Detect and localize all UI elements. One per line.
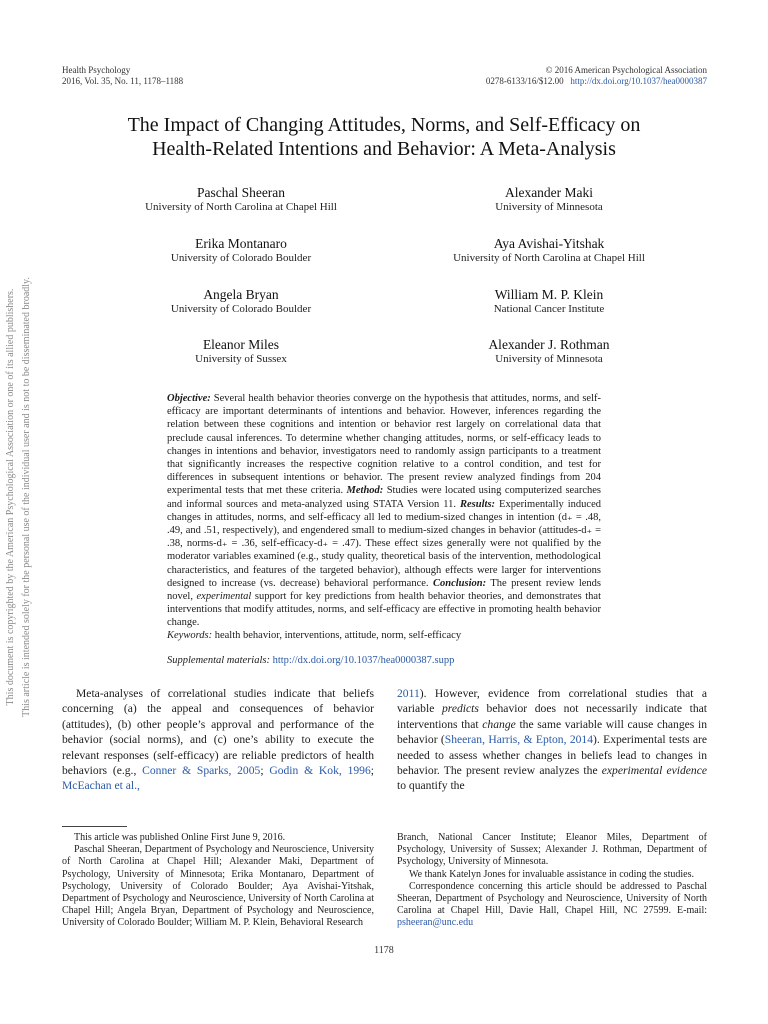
author-affiliation: National Cancer Institute xyxy=(493,303,605,315)
volume-info: 2016, Vol. 35, No. 11, 1178–1188 xyxy=(62,76,184,86)
abstract-results-label: Results: xyxy=(460,498,496,510)
doi-link[interactable]: http://dx.doi.org/10.1037/hea0000387 xyxy=(570,76,707,86)
page-number: 1178 xyxy=(374,945,394,956)
abstract-conclusion-emphasis: experimental xyxy=(196,591,252,603)
author-block xyxy=(91,337,391,366)
keywords xyxy=(167,629,601,642)
author-affiliation: University of Sussex xyxy=(195,353,287,365)
author-affiliations-note-cont: Branch, National Cancer Institute; Eleanor Miles, Department of Psychology, University of Sussex; Alexander J. Rothman, Department of Psychology, University of Minnesota. xyxy=(397,832,707,868)
author-name: Alexander J. Rothman xyxy=(488,337,610,352)
author-block xyxy=(91,287,391,316)
body-emphasis: change xyxy=(482,717,516,731)
citation-link[interactable]: McEachan et al., xyxy=(62,779,140,793)
author-name: Erika Montanaro xyxy=(195,236,287,251)
body-text: ). Experimental tests are needed to assess whether changes in beliefs lead to changes in behavior. The present review analyzes the xyxy=(397,733,707,778)
body-text: behavior does not necessarily indicate that interventions that xyxy=(397,702,707,731)
keywords-label: Keywords: xyxy=(167,630,213,641)
citation-link[interactable]: Sheeran, Harris, & Epton, 2014 xyxy=(444,733,594,747)
footnote-divider xyxy=(62,826,127,827)
email-link[interactable]: psheeran@unc.edu xyxy=(397,917,474,929)
author-name: Angela Bryan xyxy=(203,287,279,302)
running-header-left xyxy=(62,65,183,87)
keywords-text: health behavior, interventions, attitude, norm, self-efficacy xyxy=(212,630,462,641)
author-affiliation: University of Colorado Boulder xyxy=(170,303,312,315)
title-line-2: Health-Related Intentions and Behavior: A Meta-Analysis xyxy=(152,138,616,160)
abstract-results-text: Experimentally induced changes in attitudes, norms, and self-efficacy all led to medium-sized changes in intention (d₊ = .48, .49, and .51, respectively), and engendered small to medium-sized changes in behavior (attitudes-d₊ = .38, norms-d₊ = .36, self-efficacy-d₊ = .47). These effect sizes generally were not qualified by the moderator variables examined (e.g., study quality, theoretical basis of the intervention, methodological characteristics, and features of the targeted behavior), although effects were larger for interventions designed to increase (vs. decrease) behavioral performance. xyxy=(167,498,602,589)
acknowledgment-note: We thank Katelyn Jones for invaluable assistance in coding the studies. xyxy=(409,868,694,880)
citation-link[interactable]: Conner & Sparks, 2005 xyxy=(142,764,261,778)
author-name: Aya Avishai-Yitshak xyxy=(493,236,605,251)
copyright-line: © 2016 American Psychological Association xyxy=(545,65,707,75)
author-block xyxy=(91,236,391,265)
footnotes-left xyxy=(62,832,374,930)
supplemental-link[interactable]: http://dx.doi.org/10.1037/hea0000387.supp xyxy=(272,655,455,666)
side-notice-line-2: This article is intended solely for the personal use of the individual user and is not to be disseminated broadly. xyxy=(21,277,32,717)
running-header-right xyxy=(486,65,707,87)
author-name: Alexander Maki xyxy=(504,185,594,200)
author-block xyxy=(399,185,699,214)
body-column-right xyxy=(397,686,707,794)
citation-link[interactable]: Godin & Kok, 1996 xyxy=(269,764,371,778)
author-block xyxy=(399,337,699,366)
author-block xyxy=(399,236,699,265)
author-name: Eleanor Miles xyxy=(202,337,280,352)
body-emphasis: predicts xyxy=(441,702,479,716)
author-block xyxy=(399,287,699,316)
correspondence-text: Correspondence concerning this article should be addressed to Paschal Sheeran, Department of Psychology and Neuroscience, University of North Carolina at Chapel Hill, Davie Hall, Chapel Hill, NC 27599. E-mail: xyxy=(397,880,707,917)
body-column-left: Meta-analyses of correlational studies indicate that beliefs concerning (a) the appeal and consequences of behavior (attitudes), (b) other people’s approval and performance of the behavior (social norms), and (c) one’s ability to execute the relevant responses (self-efficacy) are reliable predictors of health behaviors (e.g., Conner & Sparks, 2005; Godin & Kok, 1996; McEachan et al., xyxy=(62,687,374,793)
author-name: Paschal Sheeran xyxy=(196,185,286,200)
body-paragraph: Meta-analyses of correlational studies indicate that beliefs concerning (a) the appeal and consequences of behavior (attitudes), (b) other people’s approval and performance of the behavior (social norms), and (c) one’s ability to execute the relevant responses (self-efficacy) are reliable predictors of health behaviors (e.g., xyxy=(62,687,374,778)
body-emphasis: experimental evidence xyxy=(601,764,708,778)
author-name: William M. P. Klein xyxy=(494,287,604,302)
footnotes-right xyxy=(397,832,707,930)
correspondence-note xyxy=(397,881,707,930)
abstract-conclusion-text-end: support for key predictions from health behavior theories, and demonstrates that interventions that modify attitudes, norms, and self-efficacy are effective in promoting health behavior change. xyxy=(167,591,602,629)
body-text: the same variable will cause changes in behavior ( xyxy=(397,717,707,747)
author-affiliation: University of North Carolina at Chapel Hill xyxy=(453,252,645,264)
abstract-objective-label: Objective: xyxy=(167,393,211,404)
author-affiliation: University of Colorado Boulder xyxy=(170,252,312,264)
author-affiliation: University of Minnesota xyxy=(495,353,603,365)
abstract-method-text: Studies were located using computerized searches and informal sources and meta-analyzed using STATA Version 11. xyxy=(167,485,602,510)
abstract-conclusion-label: Conclusion: xyxy=(432,577,487,589)
abstract-objective-text: Several health behavior theories converge on the hypothesis that attitudes, norms, and self-efficacy are important determinants of intentions and behavior. However, inferences regarding the relation between these cognitions and intention or behavior rest largely on correlational data that preclude causal inferences. To determine whether changing attitudes, norms, or self-efficacy leads to changes in intentions and behavior, investigators need to randomly assign participants to a treatment that significantly increases the respective cognition relative to a control condition, and test for differences in subsequent intentions or behavior. The present review analyzed findings from 204 experimental tests that met these criteria. xyxy=(167,393,601,497)
publication-note: This article was published Online First June 9, 2016. xyxy=(74,832,286,843)
journal-name: Health Psychology xyxy=(62,65,131,75)
abstract-method-label: Method: xyxy=(346,485,384,497)
article-title xyxy=(0,113,768,161)
issn-price: 0278-6133/16/$12.00 xyxy=(485,76,564,86)
body-text: to quantify the xyxy=(397,779,465,793)
body-text: ). However, evidence from correlational studies that a variable xyxy=(397,687,707,716)
side-notice-line-1: This document is copyrighted by the American Psychological Association or one of its allied publishers. xyxy=(5,288,16,706)
issn-doi-line xyxy=(486,76,707,87)
author-affiliation: University of Minnesota xyxy=(495,201,603,213)
citation-link[interactable]: 2011 xyxy=(397,687,420,700)
title-line-1: The Impact of Changing Attitudes, Norms, and Self-Efficacy on xyxy=(127,114,641,136)
supplemental-label: Supplemental materials: xyxy=(167,655,270,666)
author-affiliations-note: Paschal Sheeran, Department of Psychology and Neuroscience, University of North Carolina at Chapel Hill; Alexander Maki, Department of Psychology, University of Minnesota; Erika Montanaro, Department of Psychology, University of Colorado Boulder; Aya Avishai-Yitshak, Department of Psychology and Neuroscience, University of North Carolina at Chapel Hill; Angela Bryan, Department of Psychology and Neuroscience, University of Colorado Boulder; William M. P. Klein, Behavioral Research xyxy=(62,844,374,929)
supplemental-materials xyxy=(167,654,601,667)
author-affiliation: University of North Carolina at Chapel Hill xyxy=(145,201,337,213)
author-block xyxy=(91,185,391,214)
abstract-conclusion-text: The present review lends novel, xyxy=(167,577,602,603)
abstract xyxy=(167,392,601,630)
copyright-side-notice xyxy=(3,277,43,717)
